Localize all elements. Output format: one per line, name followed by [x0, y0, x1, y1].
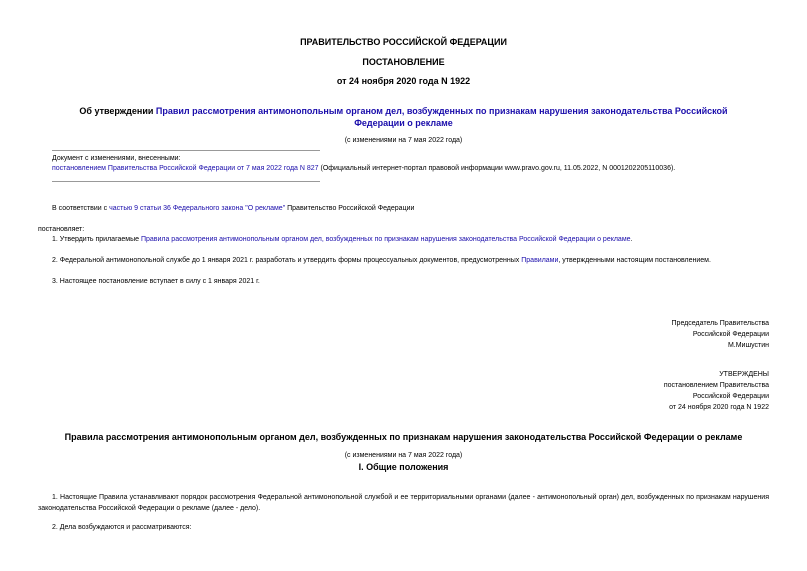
rules-title: Правила рассмотрения антимонопольным органом дел, возбужденных по признакам нарушения законодательства Российской Федерации о рекламе — [64, 432, 743, 442]
signature-country: Российской Федерации — [692, 331, 769, 338]
signature-position: Председатель Правительства — [671, 320, 769, 327]
decides-word: постановляет: — [38, 226, 85, 233]
changes-note: (с изменениями на 7 мая 2022 года) — [344, 137, 463, 144]
approved-by: постановлением Правительства — [663, 382, 769, 389]
rules-paragraph-1: 1. Настоящие Правила устанавливают порядок рассмотрения Федеральной антимонопольной службой и ее территориальными органами (далее - антимонопольный орган) дел, возбужденных по признакам нарушения законодательства Российской Федерации о рекламе (далее - дело). — [38, 494, 769, 512]
preamble-post: Правительство Российской Федерации — [285, 205, 415, 212]
document-type: ПОСТАНОВЛЕНИЕ — [362, 57, 445, 67]
rules-changes-note: (с изменениями на 7 мая 2022 года) — [344, 452, 463, 459]
amend-source: (Официальный интернет-портал правовой информации www.pravo.gov.ru, 11.05.2022, N 0001202205110036). — [318, 165, 676, 172]
amend-label: Документ с изменениями, внесенными: — [52, 155, 181, 162]
amend-bottom-rule — [52, 181, 320, 182]
approved-date: от 24 ноября 2020 года N 1922 — [669, 404, 769, 411]
approved-country: Российской Федерации — [692, 393, 769, 400]
signature-block — [672, 318, 769, 351]
document-date-number: от 24 ноября 2020 года N 1922 — [336, 76, 471, 86]
signature-name: М.Мишустин — [727, 342, 769, 349]
section-heading: I. Общие положения — [358, 462, 449, 472]
government-name: ПРАВИТЕЛЬСТВО РОССИЙСКОЙ ФЕДЕРАЦИИ — [300, 37, 507, 47]
preamble-pre: В соответствии с — [52, 205, 110, 212]
item-1-post: . — [630, 236, 633, 243]
amend-top-rule — [52, 150, 320, 151]
title-prefix: Об утверждении — [79, 106, 156, 116]
item-3: 3. Настоящее постановление вступает в силу с 1 января 2021 г. — [52, 278, 260, 285]
document-title — [60, 105, 747, 129]
approved-word: УТВЕРЖДЕНЫ — [719, 371, 769, 378]
item-1-rules-link[interactable]: Правила рассмотрения антимонопольным органом дел, возбужденных по признакам нарушения законодательства Российской Федерации о рекламе — [140, 236, 631, 243]
law-article-link[interactable]: частью 9 статьи 36 Федерального закона "О рекламе" — [109, 205, 286, 212]
preamble — [52, 205, 414, 212]
approved-block — [664, 369, 769, 413]
item-1-pre: 1. Утвердить прилагаемые — [52, 236, 141, 243]
title-rules-link[interactable]: Правил рассмотрения антимонопольным органом дел, возбужденных по признакам нарушения законодательства Российской Федерации о рекламе — [155, 106, 728, 128]
item-2 — [52, 257, 711, 264]
item-2-pre: 2. Федеральной антимонопольной службе до 1 января 2021 г. разработать и утвердить формы процессуальных документов, предусмотренных — [52, 257, 522, 264]
item-2-rules-link[interactable]: Правилами — [521, 257, 559, 264]
item-1 — [52, 236, 633, 243]
amend-content — [52, 165, 772, 172]
item-2-post: , утвержденными настоящим постановлением. — [558, 257, 711, 264]
amend-decree-link[interactable]: постановлением Правительства Российской Федерации от 7 мая 2022 года N 827 — [52, 165, 319, 172]
rules-paragraph-2: 2. Дела возбуждаются и рассматриваются: — [52, 524, 192, 531]
